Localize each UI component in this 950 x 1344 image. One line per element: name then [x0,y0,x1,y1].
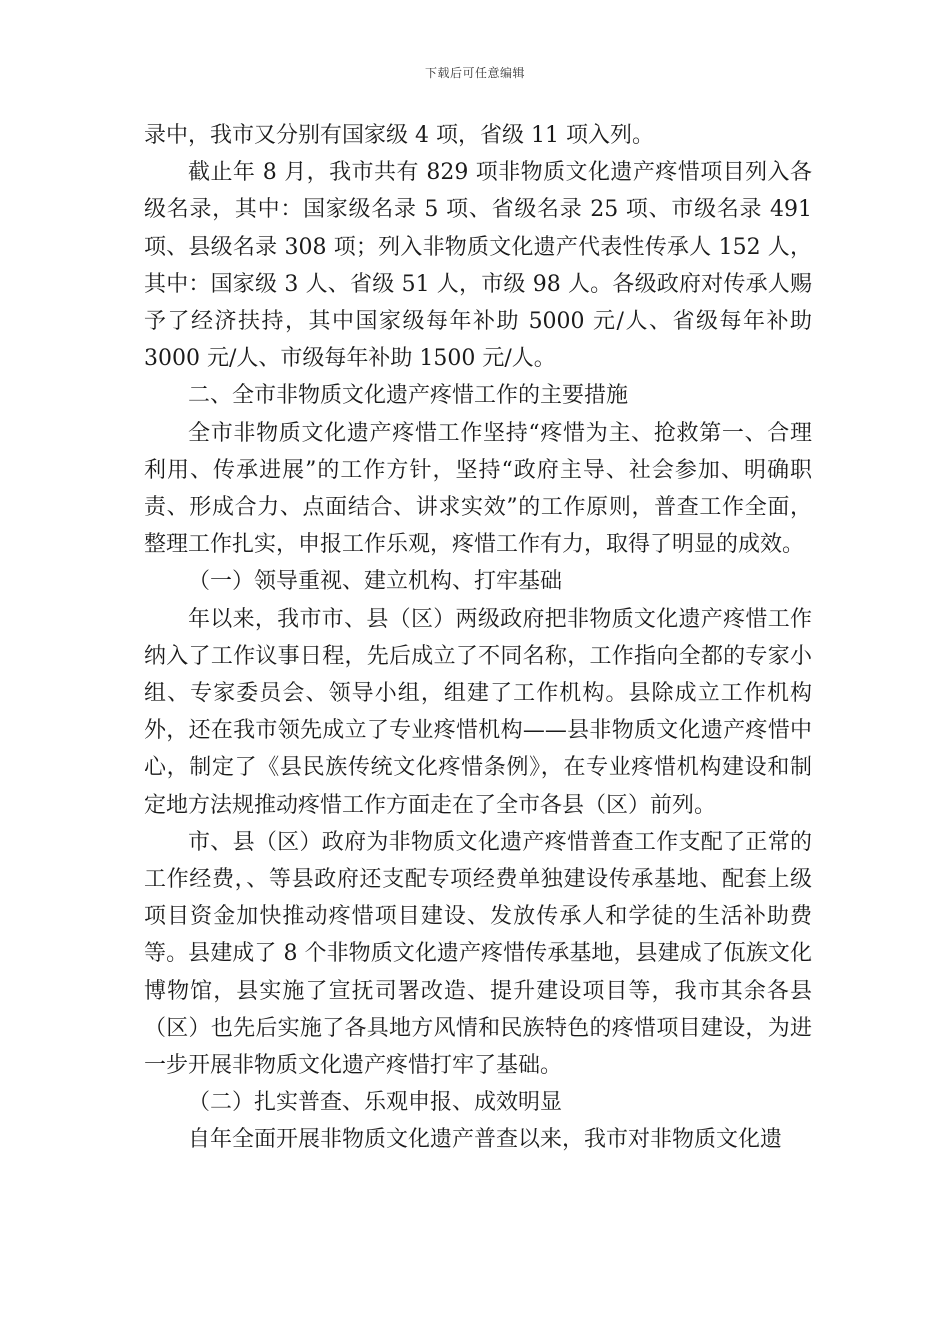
paragraph-statistics: 截止年 8 月，我市共有 829 项非物质文化遗产疼惜项目列入各级名录，其中：国家级名录 5 项、省级名录 25 项、市级名录 491 项、县级名录 308 项；列入非物质文化遗产代表性传承人 152 人，其中：国家级 3 人、省级 51 人，市级 98 人。各级政府对传承人赐予了经济扶持，其中国家级每年补助 5000 元/人、省级每年补助 3000 元/人、市级每年补助 1500 元/人。 [144,160,812,372]
section-heading-measures: 二、全市非物质文化遗产疼惜工作的主要措施 [188,383,629,409]
paragraph-survey: 自年全面开展非物质文化遗产普查以来，我市对非物质文化遗 [188,1127,783,1153]
page-header: 下载后可任意编辑 [424,66,525,80]
paragraph-principles: 全市非物质文化遗产疼惜工作坚持“疼惜为主、抢救第一、合理利用、传承进展”的工作方针，坚持“政府主导、社会参加、明确职责、形成合力、点面结合、讲求实效”的工作原则，普查工作全面，整理工作扎实，申报工作乐观，疼惜工作有力，取得了明显的成效。 [144,420,812,558]
subheading-leadership: （一）领导重视、建立机构、打牢基础 [188,569,563,595]
paragraph-funding: 市、县（区）政府为非物质文化遗产疼惜普查工作支配了正常的工作经费，、等县政府还支配专项经费单独建设传承基地、配套上级项目资金加快推动疼惜项目建设、发放传承人和学徒的生活补助费等。县建成了 8 个非物质文化遗产疼惜传承基地，县建成了佤族文化博物馆，县实施了宣抚司署改造、提升建设项目等，我市其余各县（区）也先后实施了各具地方风情和民族特色的疼惜项目建设，为进一步开展非物质文化遗产疼惜打牢了基础。 [144,829,812,1079]
paragraph-continuation: 录中，我市又分别有国家级 4 项，省级 11 项入列。 [144,123,654,148]
subheading-survey: （二）扎实普查、乐观申报、成效明显 [188,1090,563,1116]
paragraph-institutions: 年以来，我市市、县（区）两级政府把非物质文化遗产疼惜工作纳入了工作议事日程，先后成立了不同名称，工作指向全都的专家小组、专家委员会、领导小组，组建了工作机构。县除成立工作机构外，还在我市领先成立了专业疼惜机构——县非物质文化遗产疼惜中心，制定了《县民族传统文化疼惜条例》，在专业疼惜机构建设和制定地方法规推动疼惜工作方面走在了全市各县（区）前列。 [144,606,812,818]
document-body [144,117,812,1159]
